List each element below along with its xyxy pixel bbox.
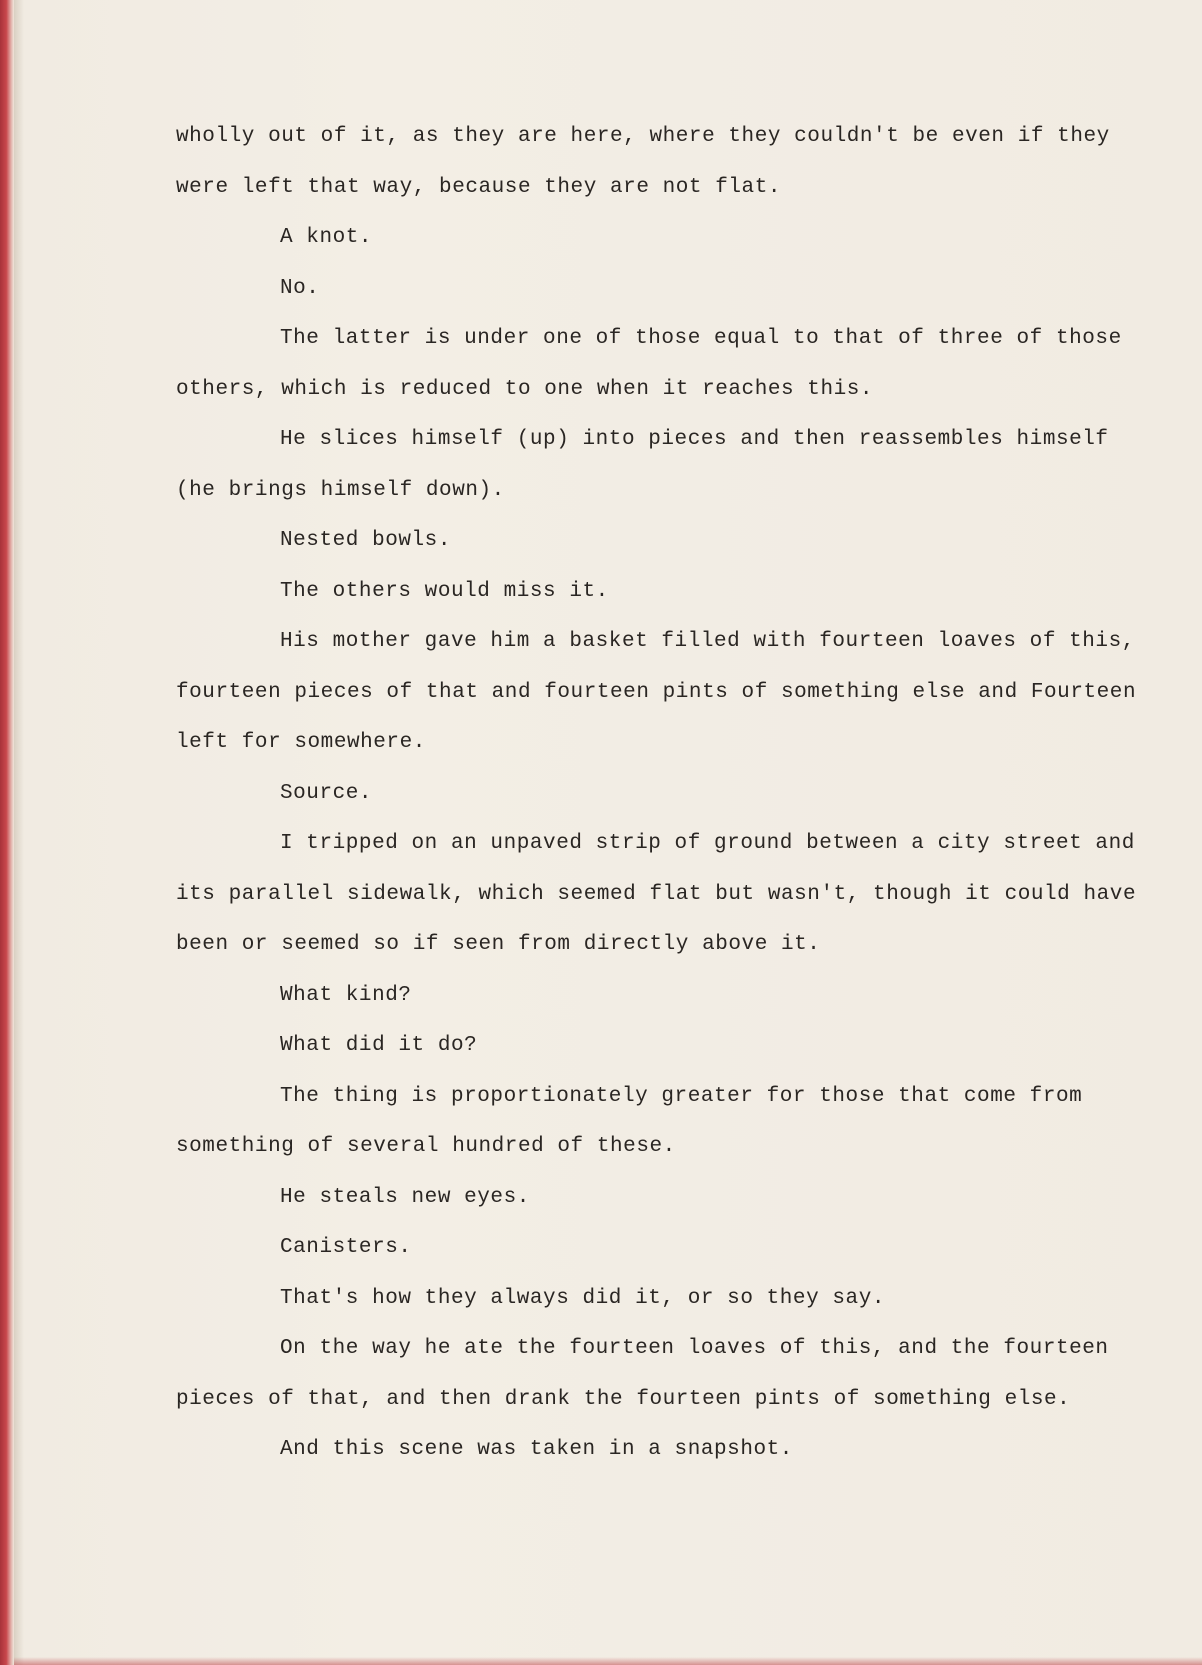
paragraph-12: What did it do? <box>280 1034 478 1057</box>
paragraph-6: Nested bowls. <box>280 529 451 552</box>
page-bottom-edge <box>14 1657 1202 1665</box>
paragraph-11: What kind? <box>280 983 412 1007</box>
paragraph-7: The others would miss it. <box>280 579 609 603</box>
paragraph-10: I tripped on an unpaved strip of ground between a city street and its parallel sidewalk, which seemed flat but wasn't, though it could have been or seemed so if seen from directly above it. <box>176 832 1150 956</box>
notebook-binding <box>0 0 14 1665</box>
paragraph-1: wholly out of it, as they are here, where they couldn't be even if they were left that way, because they are not flat. <box>176 125 1123 199</box>
typewritten-text <box>176 112 1150 1476</box>
paragraph-2: A knot. <box>280 226 373 249</box>
paragraph-18: And this scene was taken in a snapshot. <box>280 1438 793 1461</box>
paragraph-15: Canisters. <box>280 1236 412 1259</box>
paragraph-5: He slices himself (up) into pieces and then reassembles himself (he brings himself down). <box>176 428 1122 502</box>
paragraph-17: On the way he ate the fourteen loaves of this, and the fourteen pieces of that, and then drank the fourteen pints of something else. <box>176 1337 1122 1411</box>
paragraph-13: The thing is proportionately greater for those that come from something of several hundred of these. <box>176 1084 1096 1158</box>
paragraph-3: No. <box>280 276 320 300</box>
paragraph-9: Source. <box>280 781 373 805</box>
paragraph-14: He steals new eyes. <box>280 1185 530 1209</box>
paragraph-4: The latter is under one of those equal to that of three of those others, which is reduced to one when it reaches this. <box>176 327 1135 401</box>
paragraph-16: That's how they always did it, or so they say. <box>280 1286 885 1310</box>
paragraph-8: His mother gave him a basket filled with fourteen loaves of this, fourteen pieces of that and fourteen pints of something else and Fourteen left for somewhere. <box>176 630 1150 754</box>
page-edge <box>14 0 24 1665</box>
